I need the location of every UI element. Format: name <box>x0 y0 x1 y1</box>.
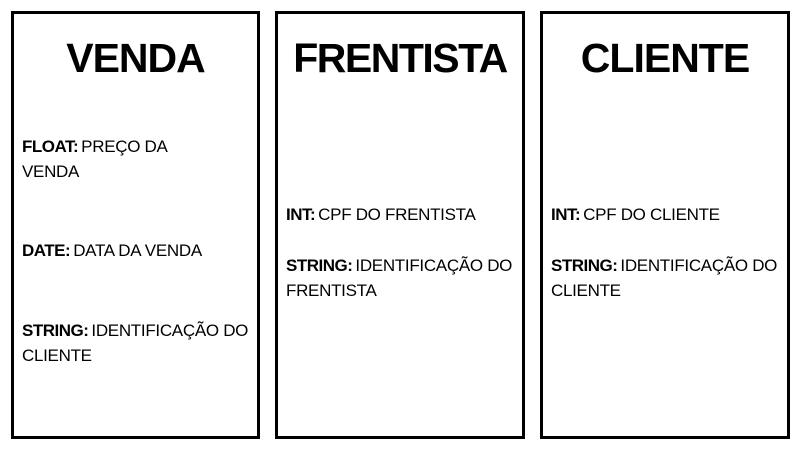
attribute-type: INT: <box>286 205 316 224</box>
attribute-description: CPF DO CLIENTE <box>583 205 720 224</box>
attribute-client-id <box>551 253 781 303</box>
attribute-description: DATA DA VENDA <box>73 241 202 260</box>
attribute-cpf <box>286 202 516 227</box>
attribute-description: IDENTIFICAÇÃO DO FRENTISTA <box>286 256 513 300</box>
attribute-date <box>22 238 251 263</box>
attribute-attendant-id <box>286 253 516 303</box>
attribute-type: INT: <box>551 205 581 224</box>
entity-card-venda <box>11 11 260 439</box>
attribute-cpf <box>551 202 781 227</box>
attribute-price <box>22 134 202 184</box>
attribute-type: FLOAT: <box>22 137 79 156</box>
entity-title: VENDA <box>66 35 205 81</box>
attribute-description: IDENTIFICAÇÃO DO CLIENTE <box>551 256 778 300</box>
attribute-type: DATE: <box>22 241 71 260</box>
attribute-type: STRING: <box>22 321 89 340</box>
attribute-client-id <box>22 318 251 368</box>
attribute-description: CPF DO FRENTISTA <box>318 205 476 224</box>
entity-title: CLIENTE <box>580 35 750 81</box>
entity-card-cliente <box>540 11 790 439</box>
entity-card-frentista <box>275 11 525 439</box>
attribute-type: STRING: <box>286 256 353 275</box>
entity-title: FRENTISTA <box>293 35 507 81</box>
attribute-description: PREÇO DA VENDA <box>22 137 167 181</box>
attribute-description: IDENTIFICAÇÃO DO CLIENTE <box>22 321 249 365</box>
attribute-type: STRING: <box>551 256 618 275</box>
